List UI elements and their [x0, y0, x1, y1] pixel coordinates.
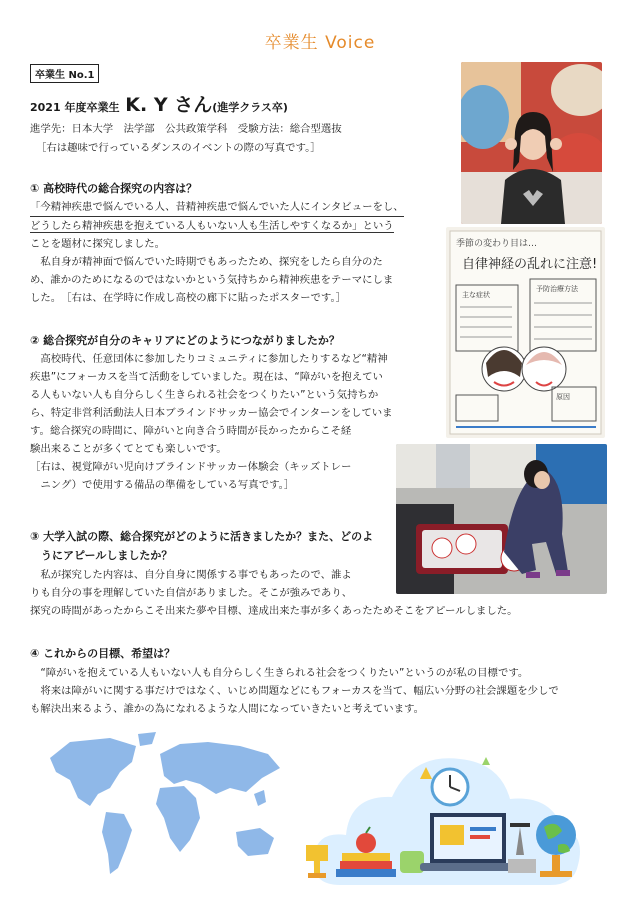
- q3-heading-line: ③ 大学入試の際、総合探究がどのように活きましたか？また、どのよ: [30, 530, 374, 543]
- graduate-course: (進学クラス卒): [212, 101, 288, 114]
- q1-line: め、誰かのためになるのではないかという気持ちから精神疾患をテーマにしま: [30, 274, 394, 286]
- q4-body: [30, 664, 559, 718]
- q2-line: 高校時代、任意団体に参加したりコミュニティに参加したりするなど“精神: [30, 353, 388, 365]
- q3-heading: [30, 527, 373, 565]
- destination-line: 進学先：日本大学 法学部 公共政策学科 受験方法：総合型選抜: [30, 123, 342, 135]
- q4-line: 将来は障がいに関する事だけではなく、いじめ問題などにもフォーカスを当て、幅広い分野の社会課題を少しで: [30, 685, 559, 697]
- poster-box2: 予防治療方法: [536, 285, 578, 293]
- poster-title-top: 季節の変わり目は…: [456, 239, 538, 249]
- poster-photo: [446, 227, 605, 438]
- q1-line: した。 ［右は、在学時に作成し高校の廊下に貼ったポスターです。］: [30, 292, 347, 304]
- poster-title-main: 自律神経の乱れに注意!: [462, 257, 598, 272]
- graduation-year: 2021 年度卒業生: [30, 101, 120, 114]
- q1-line: 私自身が精神面で悩んでいた時期でもあったため、探究をしたら自分のた: [30, 256, 383, 268]
- q2-line: ら、特定非営利活動法人日本ブラインドサッカー協会でインターンをしていま: [30, 407, 393, 419]
- q3-line: りも自分の事を理解していた自信がありました。そこが強みであり、: [30, 587, 353, 599]
- q3-line: 探究の時間があったからこそ出来た夢や目標、達成出来た事が多くあったためそこをアピールしました。: [30, 605, 518, 617]
- q1-heading: ① 高校時代の総合探究の内容は？: [30, 182, 198, 195]
- graduate-number-badge: 卒業生 No.1: [30, 64, 99, 83]
- q2-line: 疾患”にフォーカスを当て活動をしていました。現在は、“障がいを抱えてい: [30, 371, 383, 383]
- world-map-illustration: [40, 728, 290, 888]
- q1-line: ことを題材に探究しました。: [30, 238, 166, 250]
- graduate-name-line: [30, 90, 288, 117]
- q3-line: 私が探究した内容は、自分自身に関係する事でもあったので、誰よ: [30, 569, 352, 581]
- q1-body: [30, 198, 404, 307]
- photo1-caption: ［右は趣味で行っているダンスのイベントの際の写真です。］: [36, 142, 321, 154]
- dance-event-photo: [461, 62, 602, 224]
- poster-box1: 主な症状: [462, 291, 490, 299]
- q2-line: す。総合探究の時間に、障がいと向き合う時間が長かったからこそ経: [30, 425, 352, 437]
- q4-line: も解決出来るよう、誰かの為になれるような人間になっていきたいと考えています。: [30, 703, 425, 715]
- q3-body: [30, 566, 518, 620]
- q2-line: ニング）で使用する備品の準備をしている写真です。］: [30, 479, 295, 491]
- graduate-name: K. Y さん: [125, 94, 213, 116]
- q2-line: ［右は、視覚障がい児向けブラインドサッカー体験会（キッズトレー: [30, 461, 352, 473]
- q2-body: [30, 350, 393, 494]
- q1-line: 「今精神疾患で悩んでいる人、昔精神疾患で悩んでいた人にインタビューをし、: [30, 198, 404, 217]
- page-title: 卒業生 Voice: [264, 33, 376, 53]
- q2-line: 験出来ることが多くてとても楽しいです。: [30, 443, 227, 455]
- q3-heading-line: うにアピールしましたか？: [30, 549, 173, 562]
- q4-line: “障がいを抱えている人もいない人も自分らしく生きられる社会をつくりたい”というのが私の目標です。: [30, 667, 529, 679]
- education-illustration: [300, 735, 590, 895]
- q4-heading: ④ これからの目標、希望は？: [30, 647, 176, 660]
- q2-line: る人もいない人も自分らしく生きられる社会をつくりたい”という気持ちか: [30, 389, 379, 401]
- q2-heading: ② 総合探究が自分のキャリアにどのようにつながりましたか？: [30, 334, 340, 347]
- poster-box3: 原因: [556, 393, 570, 401]
- q1-line: どうしたら精神疾患を抱えている人もいない人も生活しやすくなるか」という: [30, 220, 394, 232]
